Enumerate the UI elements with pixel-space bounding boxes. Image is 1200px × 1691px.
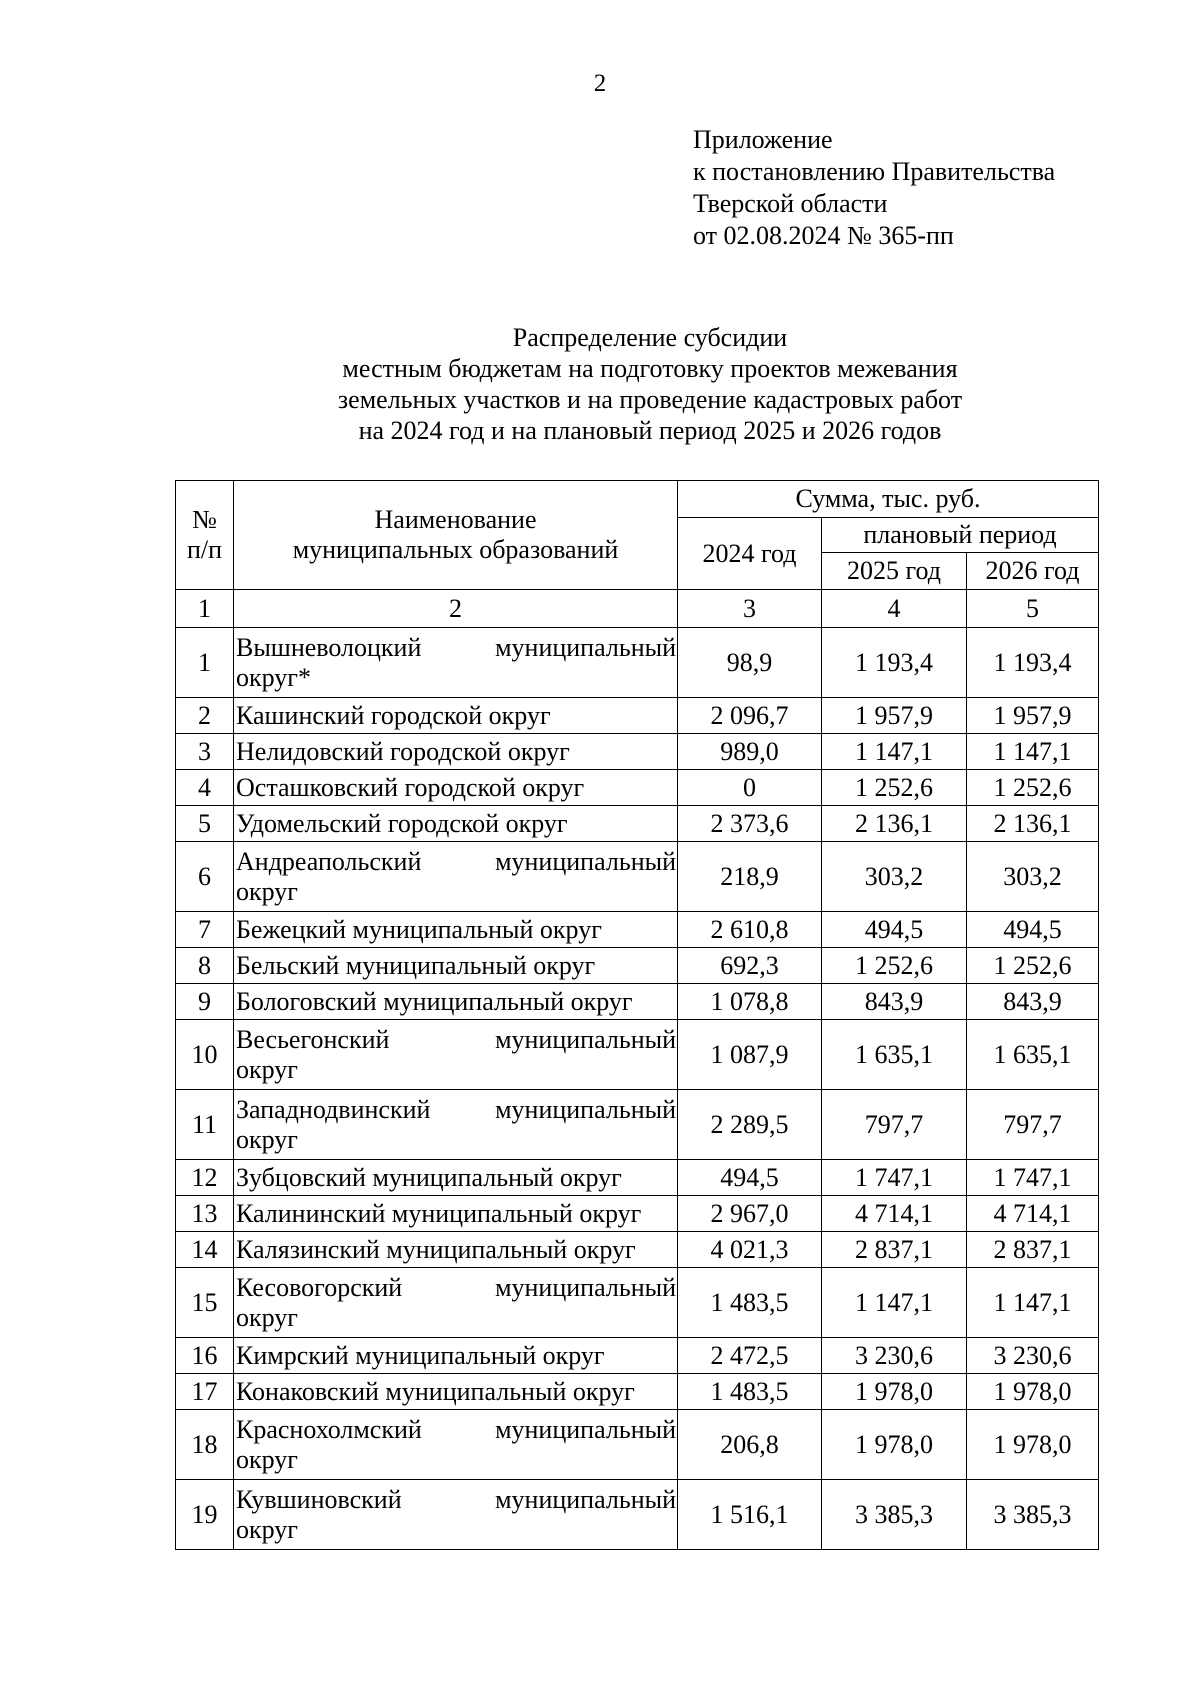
row-name-line: Кесовогорский муниципальный (236, 1272, 676, 1302)
table-row (176, 1268, 1099, 1338)
value-2026: 1 252,6 (967, 770, 1099, 806)
table-row (176, 948, 1099, 984)
value-2025: 1 978,0 (822, 1410, 967, 1480)
value-2024: 2 373,6 (678, 806, 822, 842)
value-2024: 0 (678, 770, 822, 806)
header-planned: плановый период (822, 518, 1099, 553)
value-2025: 3 385,3 (822, 1480, 967, 1550)
value-2024: 206,8 (678, 1410, 822, 1480)
page-number: 2 (593, 70, 607, 97)
row-name (234, 1020, 678, 1090)
table-row (176, 806, 1099, 842)
value-2026: 1 635,1 (967, 1020, 1099, 1090)
value-2025: 2 136,1 (822, 806, 967, 842)
row-name: Зубцовский муниципальный округ (234, 1160, 678, 1196)
row-number: 6 (176, 842, 234, 912)
table-row (176, 984, 1099, 1020)
value-2026: 494,5 (967, 912, 1099, 948)
value-2024: 494,5 (678, 1160, 822, 1196)
table-row (176, 698, 1099, 734)
value-2026: 2 136,1 (967, 806, 1099, 842)
value-2025: 797,7 (822, 1090, 967, 1160)
value-2025: 2 837,1 (822, 1232, 967, 1268)
value-2024: 98,9 (678, 628, 822, 698)
row-name-line: Краснохолмский муниципальный (236, 1414, 676, 1444)
row-name-line: округ (236, 1444, 298, 1474)
header-name: Наименование муниципальных образований (234, 481, 678, 590)
value-2026: 1 747,1 (967, 1160, 1099, 1196)
table-row (176, 1232, 1099, 1268)
table-body (176, 628, 1099, 1550)
table-row (176, 1374, 1099, 1410)
appendix-line: от 02.08.2024 № 365-пп (693, 221, 954, 250)
value-2025: 1 252,6 (822, 948, 967, 984)
value-2026: 2 837,1 (967, 1232, 1099, 1268)
row-name-line: Кувшиновский муниципальный (236, 1484, 676, 1514)
value-2024: 1 483,5 (678, 1268, 822, 1338)
value-2024: 2 289,5 (678, 1090, 822, 1160)
table-row (176, 770, 1099, 806)
value-2025: 843,9 (822, 984, 967, 1020)
title-line: местным бюджетам на подготовку проектов межевания (342, 354, 958, 383)
row-name-line: Западнодвинский муниципальный (236, 1094, 676, 1124)
header-2025: 2025 год (822, 553, 967, 590)
value-2026: 1 252,6 (967, 948, 1099, 984)
table-row (176, 1480, 1099, 1550)
value-2024: 1 087,9 (678, 1020, 822, 1090)
value-2025: 1 252,6 (822, 770, 967, 806)
title-line: на 2024 год и на плановый период 2025 и 2026 годов (358, 416, 942, 445)
table-row (176, 628, 1099, 698)
value-2025: 303,2 (822, 842, 967, 912)
row-number: 16 (176, 1338, 234, 1374)
row-number: 17 (176, 1374, 234, 1410)
appendix-line: к постановлению Правительства (693, 157, 1056, 186)
row-name (234, 1410, 678, 1480)
value-2025: 1 978,0 (822, 1374, 967, 1410)
row-number: 1 (176, 628, 234, 698)
value-2026: 4 714,1 (967, 1196, 1099, 1232)
row-name-line: Весьегонский муниципальный (236, 1024, 676, 1054)
appendix-line: Тверской области (693, 189, 888, 218)
row-name (234, 1268, 678, 1338)
row-name-line: округ (236, 1302, 298, 1332)
value-2025: 1 747,1 (822, 1160, 967, 1196)
header-sum: Сумма, тыс. руб. (678, 481, 1099, 518)
value-2024: 2 610,8 (678, 912, 822, 948)
header-2026: 2026 год (967, 553, 1099, 590)
value-2026: 1 957,9 (967, 698, 1099, 734)
table-row (176, 912, 1099, 948)
value-2025: 1 635,1 (822, 1020, 967, 1090)
value-2024: 1 516,1 (678, 1480, 822, 1550)
value-2024: 218,9 (678, 842, 822, 912)
table-row (176, 842, 1099, 912)
row-name-line: округ* (236, 662, 311, 692)
subsidy-table (175, 480, 1099, 1550)
value-2026: 1 978,0 (967, 1374, 1099, 1410)
value-2024: 2 096,7 (678, 698, 822, 734)
row-number: 14 (176, 1232, 234, 1268)
row-name (234, 842, 678, 912)
value-2026: 1 193,4 (967, 628, 1099, 698)
row-name: Кимрский муниципальный округ (234, 1338, 678, 1374)
row-name (234, 1090, 678, 1160)
row-name: Бежецкий муниципальный округ (234, 912, 678, 948)
table-row (176, 1410, 1099, 1480)
row-name-line: Вышневолоцкий муниципальный (236, 632, 676, 662)
value-2024: 4 021,3 (678, 1232, 822, 1268)
value-2026: 303,2 (967, 842, 1099, 912)
value-2026: 3 385,3 (967, 1480, 1099, 1550)
row-name: Конаковский муниципальный округ (234, 1374, 678, 1410)
table-row (176, 1020, 1099, 1090)
value-2026: 1 147,1 (967, 1268, 1099, 1338)
column-number: 4 (822, 590, 967, 628)
document-title (0, 322, 1200, 446)
row-number: 2 (176, 698, 234, 734)
row-name: Кашинский городской округ (234, 698, 678, 734)
value-2026: 797,7 (967, 1090, 1099, 1160)
value-2025: 3 230,6 (822, 1338, 967, 1374)
row-name: Удомельский городской округ (234, 806, 678, 842)
row-number: 15 (176, 1268, 234, 1338)
value-2025: 1 193,4 (822, 628, 967, 698)
row-number: 12 (176, 1160, 234, 1196)
table-row (176, 1090, 1099, 1160)
row-number: 10 (176, 1020, 234, 1090)
row-number: 7 (176, 912, 234, 948)
value-2024: 1 078,8 (678, 984, 822, 1020)
value-2026: 3 230,6 (967, 1338, 1099, 1374)
column-number: 5 (967, 590, 1099, 628)
column-number: 2 (234, 590, 678, 628)
value-2024: 2 967,0 (678, 1196, 822, 1232)
value-2024: 2 472,5 (678, 1338, 822, 1374)
row-name: Бельский муниципальный округ (234, 948, 678, 984)
row-number: 18 (176, 1410, 234, 1480)
appendix-line: Приложение (693, 125, 833, 154)
column-number: 1 (176, 590, 234, 628)
row-number: 9 (176, 984, 234, 1020)
row-number: 4 (176, 770, 234, 806)
value-2025: 1 147,1 (822, 734, 967, 770)
row-number: 11 (176, 1090, 234, 1160)
value-2024: 1 483,5 (678, 1374, 822, 1410)
row-number: 8 (176, 948, 234, 984)
column-number: 3 (678, 590, 822, 628)
row-number: 5 (176, 806, 234, 842)
row-number: 13 (176, 1196, 234, 1232)
row-number: 3 (176, 734, 234, 770)
header-num: № п/п (176, 481, 234, 590)
row-name-line: округ (236, 1124, 298, 1154)
row-name: Нелидовский городской округ (234, 734, 678, 770)
value-2025: 494,5 (822, 912, 967, 948)
value-2024: 692,3 (678, 948, 822, 984)
table-row (176, 734, 1099, 770)
appendix-block (693, 124, 1055, 252)
row-number: 19 (176, 1480, 234, 1550)
table-row (176, 1196, 1099, 1232)
row-name: Калининский муниципальный округ (234, 1196, 678, 1232)
row-name: Осташковский городской округ (234, 770, 678, 806)
row-name: Калязинский муниципальный округ (234, 1232, 678, 1268)
row-name (234, 628, 678, 698)
table-row (176, 1160, 1099, 1196)
row-name: Бологовский муниципальный округ (234, 984, 678, 1020)
title-line: Распределение субсидии (512, 323, 788, 352)
value-2024: 989,0 (678, 734, 822, 770)
value-2026: 1 147,1 (967, 734, 1099, 770)
title-line: земельных участков и на проведение кадастровых работ (337, 385, 963, 414)
row-name (234, 1480, 678, 1550)
header-2024: 2024 год (678, 518, 822, 590)
value-2026: 843,9 (967, 984, 1099, 1020)
table-row (176, 1338, 1099, 1374)
row-name-line: Андреапольский муниципальный (236, 846, 676, 876)
row-name-line: округ (236, 876, 298, 906)
row-name-line: округ (236, 1054, 298, 1084)
value-2026: 1 978,0 (967, 1410, 1099, 1480)
value-2025: 1 147,1 (822, 1268, 967, 1338)
row-name-line: округ (236, 1514, 298, 1544)
value-2025: 4 714,1 (822, 1196, 967, 1232)
value-2025: 1 957,9 (822, 698, 967, 734)
